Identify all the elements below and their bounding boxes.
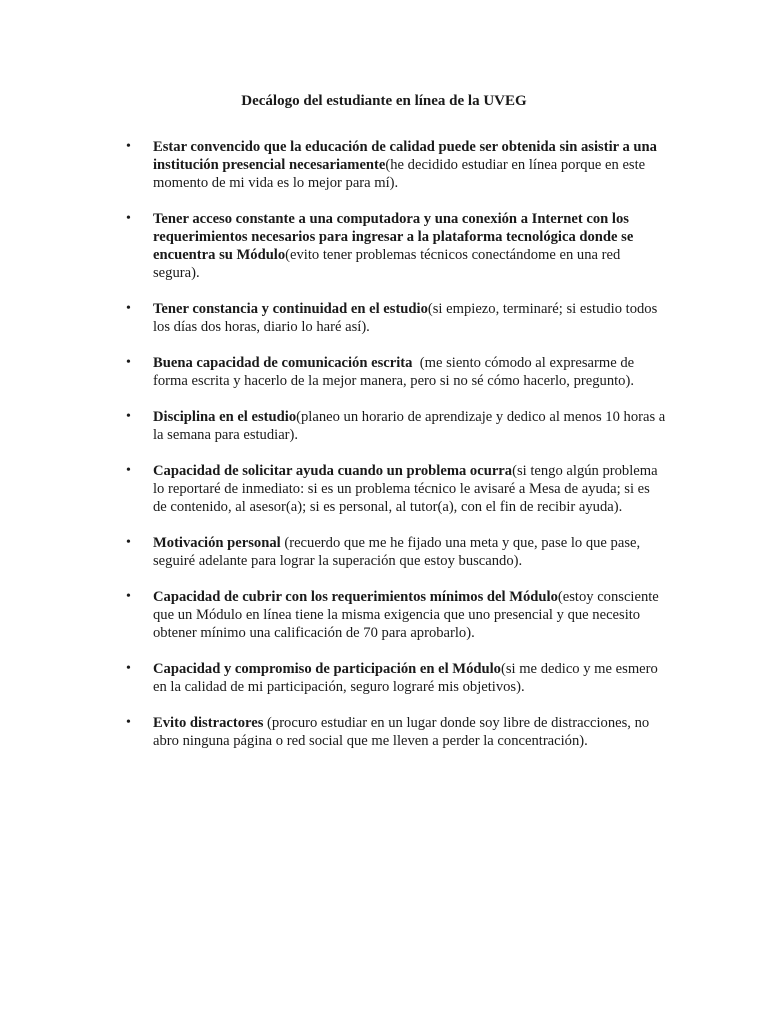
item-description: (si empiezo, terminaré; si estudio todos los días dos horas, diario lo haré así). [153,301,658,335]
item-heading: Tener constancia y continuidad en el estudio [153,301,428,317]
item-description: (he decidido estudiar en línea porque en este momento de mi vida es lo mejor para mí). [153,157,646,191]
item-description: (si me dedico y me esmero en la calidad de mi participación, seguro lograré mis objetivos). [153,661,658,695]
bullet-icon: • [126,409,131,424]
item-description: (procuro estudiar en un lugar donde soy libre de distracciones, no abro ninguna página o red social que me lleven a perder la concentración). [153,715,650,749]
item-description: (planeo un horario de aprendizaje y dedico al menos 10 horas a la semana para estudiar). [153,409,666,443]
item-heading: Tener acceso constante a una computadora y una conexión a Internet con los requerimientos necesarios para ingresar a la plataforma tecnológica donde se encuentra su Módulo [153,211,634,263]
list-item [126,462,666,516]
list-item [126,588,666,642]
item-list [126,138,666,768]
list-item [126,660,666,696]
list-item [126,408,666,444]
bullet-icon: • [126,535,131,550]
bullet-icon: • [126,211,131,226]
item-description: (me siento cómodo al expresarme de forma escrita y hacerlo de la mejor manera, pero si no sé cómo hacerlo, pregunto). [153,355,638,389]
item-heading: Disciplina en el estudio [153,409,297,425]
page-title: Decálogo del estudiante en línea de la UVEG [241,93,527,109]
item-heading: Buena capacidad de comunicación escrita [153,355,413,371]
list-item [126,354,666,390]
bullet-icon: • [126,589,131,604]
item-heading: Estar convencido que la educación de calidad puede ser obtenida sin asistir a una institución presencial necesariamente [153,139,657,173]
bullet-icon: • [126,139,131,154]
item-heading: Capacidad y compromiso de participación en el Módulo [153,661,501,677]
bullet-icon: • [126,661,131,676]
item-heading: Capacidad de solicitar ayuda cuando un problema ocurra [153,463,513,479]
list-item [126,138,666,192]
bullet-icon: • [126,355,131,370]
bullet-icon: • [126,715,131,730]
bullet-icon: • [126,301,131,316]
item-description: (estoy consciente que un Módulo en línea tiene la misma exigencia que uno presencial y que necesito obtener mínimo una calificación de 70 para aprobarlo). [153,589,659,641]
list-item [126,714,666,750]
list-item [126,300,666,336]
item-heading: Capacidad de cubrir con los requerimientos mínimos del Módulo [153,589,558,605]
item-description: (si tengo algún problema lo reportaré de inmediato: si es un problema técnico le avisaré a Mesa de ayuda; si es de contenido, al asesor(a); si es personal, al tutor(a), con el fin de recibir ayuda). [153,463,658,515]
list-item [126,534,666,570]
item-description: (recuerdo que me he fijado una meta y que, pase lo que pase, seguiré adelante para lograr la superación que estoy buscando). [153,535,641,569]
list-item [126,210,666,282]
item-heading: Evito distractores [153,715,264,731]
item-heading: Motivación personal [153,535,281,551]
bullet-icon: • [126,463,131,478]
item-description: (evito tener problemas técnicos conectándome en una red segura). [153,247,621,281]
